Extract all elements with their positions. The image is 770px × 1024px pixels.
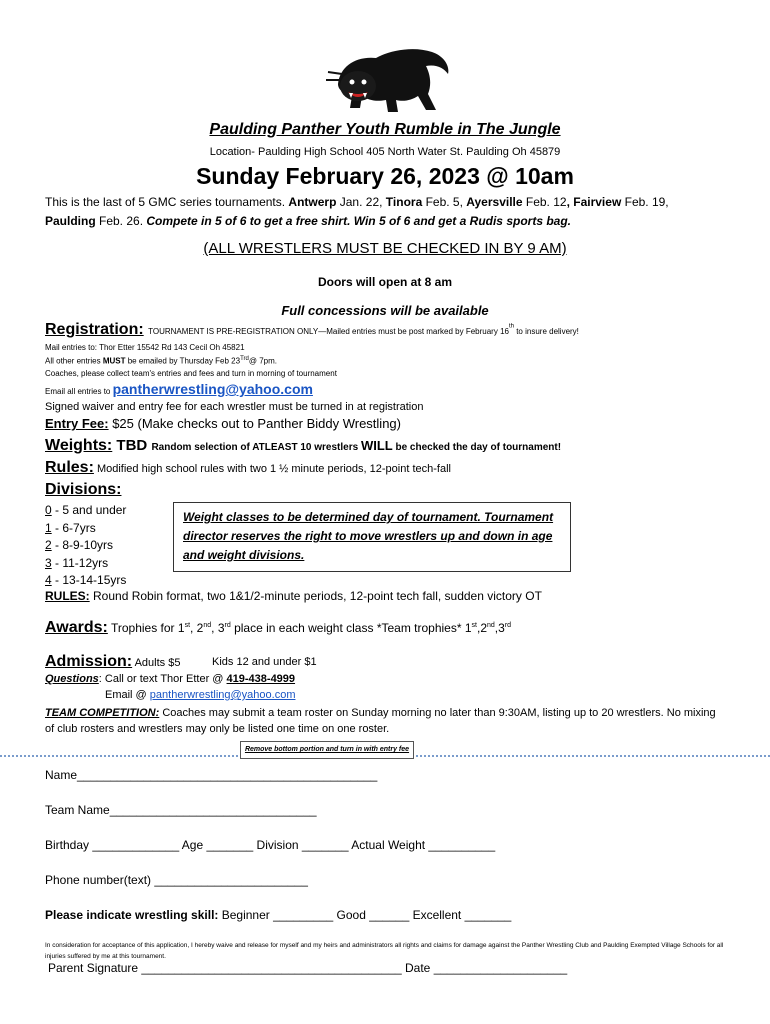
remove-portion-note: Remove bottom portion and turn in with entry fee <box>240 741 414 759</box>
event-title: Paulding Panther Youth Rumble in The Jungle <box>209 121 561 138</box>
phone-number-field[interactable]: Phone number(text) _______________________ <box>45 873 308 887</box>
admission-kids: Kids 12 and under $1 <box>212 656 317 668</box>
divisions-list <box>45 502 126 590</box>
panther-logo <box>318 44 454 116</box>
questions-email-link[interactable]: pantherwrestling@yahoo.com <box>149 689 296 701</box>
birthday-age-division-weight-field[interactable]: Birthday _____________ Age _______ Division _______ Actual Weight __________ <box>45 838 496 852</box>
division-item: 0 - 5 and under <box>45 503 127 517</box>
registration-heading: Registration: <box>45 321 144 338</box>
weights: Weights: TBD Random selection of ATLEAST 10 wrestlers WILL be checked the day of tournament! <box>45 437 562 454</box>
email-deadline: All other entries MUST be emailed by Thursday Feb $23^{Trd}@$ 7pm. <box>45 356 277 366</box>
coaches-note: Coaches, please collect team's entries and fees and turn in morning of tournament <box>45 369 337 378</box>
registration-line: Registration: TOURNAMENT IS PRE-REGISTRATION ONLY—Mailed entries must be post marked by February 16th to insure delivery! <box>45 321 579 338</box>
division-item: 1 - 6-7yrs <box>45 520 96 535</box>
wrestling-skill-field[interactable]: Please indicate wrestling skill: Beginner _________ Good ______ Excellent _______ <box>45 908 512 922</box>
checkin-deadline: (ALL WRESTLERS MUST BE CHECKED IN BY 9 AM) <box>203 240 567 257</box>
concessions-note: Full concessions will be available <box>281 303 489 318</box>
series-intro: This is the last of 5 GMC series tournaments. Antwerp Jan. 22, Tinora Feb. 5, Ayersville Feb. 12, Fairview Feb. 19, Paulding Feb. 26. Compete in 5 of 6 to get a free shirt. Win 5 of 6 and get a Rudis sports bag. <box>45 195 669 228</box>
liability-waiver: In consideration for acceptance of this application, I hereby waive and release for myself and my heirs and administrators all rights and claims for damage against the Panther Wrestling Club and Paulding Exempted Village Schools for all injuries suffered by me at this tournament. <box>45 942 724 960</box>
waiver-note: Signed waiver and entry fee for each wrestler must be turned in at registration <box>45 401 424 413</box>
name-field[interactable]: Name_____________________________________________ <box>45 768 378 782</box>
division-item: 2 - 8-9-10yrs <box>45 538 114 552</box>
rules: Rules: Modified high school rules with two 1 ½ minute periods, 12-point tech-fall <box>45 459 451 476</box>
doors-open: Doors will open at 8 am <box>317 275 453 289</box>
event-date-headline: Sunday February 26, 2023 @ 10am <box>196 163 574 189</box>
admission: Admission: Adults $5 <box>45 653 181 670</box>
email-entries-line: Email all entries to pantherwrestling@yahoo.com <box>45 381 313 397</box>
division-item: 4 - 13-14-15yrs <box>45 573 127 587</box>
email-link[interactable]: pantherwrestling@yahoo.com <box>112 381 313 397</box>
questions-email: Email @ pantherwrestling@yahoo.com <box>105 689 296 701</box>
mail-address: Mail entries to: Thor Etter 15542 Rd 143 Cecil Oh 45821 <box>45 343 245 352</box>
divisions-heading: Divisions: <box>45 481 122 498</box>
event-location: Location- Paulding High School 405 North Water St. Paulding Oh 45879 <box>209 146 561 158</box>
weight-class-note: Weight classes to be determined day of tournament. Tournament director reserves the right to move wrestlers up and down in age and weight divisions. <box>173 502 571 572</box>
round-robin-rules: RULES: Round Robin format, two 1&1/2-minute periods, 12-point tech fall, sudden victory OT <box>45 589 542 603</box>
parent-signature-field[interactable]: Parent Signature _______________________________________ Date ____________________ <box>48 961 568 975</box>
team-competition: TEAM COMPETITION: Coaches may submit a team roster on Sunday morning no later than 9:30AM, listing up to 20 wrestlers. No mixing of club rosters and wrestlers may only be listed one time on one roster. <box>45 707 716 735</box>
division-item: 3 - 11-12yrs <box>45 555 109 570</box>
awards: Awards: Trophies for 1st, 2nd, 3rd place in each weight class *Team trophies* 1st,2nd,3rd <box>45 619 512 636</box>
entry-fee: Entry Fee: $25 (Make checks out to Panther Biddy Wrestling) <box>45 416 401 431</box>
team-name-field[interactable]: Team Name_______________________________ <box>45 803 317 817</box>
questions: Questions: Call or text Thor Etter @ 419-438-4999 <box>45 673 296 685</box>
